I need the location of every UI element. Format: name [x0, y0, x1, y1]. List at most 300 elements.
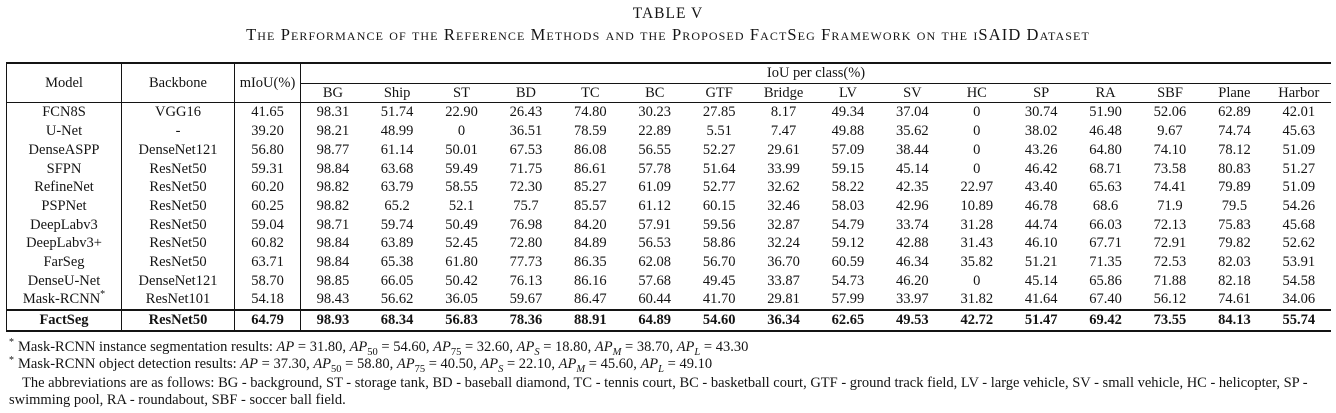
- table-row: [7, 197, 1332, 216]
- backbone-header: Backbone: [122, 63, 235, 103]
- iou-cell: 63.79: [380, 179, 414, 196]
- class-header: GTF: [687, 83, 751, 103]
- iou-cell: 65.86: [1089, 272, 1122, 289]
- iou-cell: 38.02: [1024, 123, 1058, 140]
- iou-cell: 57.68: [638, 272, 672, 289]
- backbone-cell: -: [122, 122, 235, 141]
- class-header: RA: [1073, 83, 1137, 103]
- iou-cell: 69.42: [1073, 310, 1137, 331]
- iou-cell: 75.7: [513, 197, 539, 214]
- backbone-cell: ResNet50: [122, 310, 235, 331]
- class-header: SV: [880, 83, 944, 103]
- iou-cell: 73.58: [1153, 160, 1187, 177]
- footnote-text: = 58.80,: [341, 356, 397, 373]
- iou-cell: 49.88: [831, 123, 865, 140]
- iou-cell: 61.14: [380, 141, 414, 158]
- table-row: [7, 103, 1332, 122]
- iou-cell: 51.21: [1024, 254, 1058, 271]
- iou-cell: 71.35: [1089, 254, 1122, 271]
- iou-cell: 56.62: [380, 291, 414, 308]
- footnote-text: 75: [450, 346, 462, 358]
- iou-cell: 68.71: [1089, 160, 1122, 177]
- footnote: [9, 339, 1330, 357]
- iou-cell: 59.12: [831, 235, 865, 252]
- footnote-text: = 43.30: [700, 338, 749, 355]
- model-cell: DeepLabv3+: [7, 234, 122, 253]
- iou-cell: 0: [973, 141, 981, 158]
- iou-cell: 32.62: [767, 179, 800, 196]
- iou-cell: 98.71: [316, 216, 350, 233]
- iou-cell: 62.65: [816, 310, 880, 331]
- iou-cell: 49.45: [702, 272, 736, 289]
- iou-cell: 88.91: [558, 310, 622, 331]
- footnote-text: = 32.60,: [461, 338, 517, 355]
- iou-cell: 49.34: [831, 104, 865, 121]
- footnote-text: 75: [414, 364, 426, 376]
- math-text: AP: [594, 338, 613, 355]
- iou-cell: 45.14: [1024, 272, 1058, 289]
- iou-cell: 71.9: [1157, 197, 1183, 214]
- model-header: Model: [7, 63, 122, 103]
- model-cell: FactSeg: [7, 310, 122, 331]
- backbone-cell: ResNet50: [122, 234, 235, 253]
- iou-cell: 54.73: [831, 272, 865, 289]
- table-header: [7, 63, 1332, 103]
- iou-cell: 52.1: [448, 197, 475, 214]
- iou-cell: 42.96: [896, 197, 929, 214]
- iou-cell: 52.27: [702, 141, 736, 158]
- iou-cell: 33.97: [896, 291, 929, 308]
- iou-cell: 53.91: [1282, 254, 1316, 271]
- iou-cell: 98.82: [316, 197, 350, 214]
- miou-cell: 60.82: [235, 234, 301, 253]
- iou-cell: 41.64: [1024, 291, 1058, 308]
- math-text: M: [612, 346, 622, 358]
- footnote-text: 50: [331, 364, 342, 376]
- iou-cell: 0: [973, 123, 981, 140]
- iou-cell: 74.80: [574, 104, 607, 121]
- model-cell: FCN8S: [7, 103, 122, 122]
- iou-cell: 42.72: [945, 310, 1009, 331]
- math-text: AP: [516, 338, 535, 355]
- iou-cell: 67.40: [1089, 291, 1122, 308]
- iou-cell: 68.6: [1092, 197, 1119, 214]
- iou-cell: 66.03: [1089, 216, 1122, 233]
- iou-cell: 59.56: [702, 216, 736, 233]
- miou-cell: 59.04: [235, 216, 301, 235]
- math-text: S: [498, 364, 504, 376]
- iou-cell: 46.42: [1024, 160, 1058, 177]
- iou-cell: 55.74: [1267, 310, 1331, 331]
- miou-cell: 56.80: [235, 141, 301, 160]
- class-header: TC: [558, 83, 622, 103]
- iou-cell: 71.88: [1153, 272, 1187, 289]
- math-text: S: [534, 346, 540, 358]
- iou-cell: 42.01: [1282, 104, 1316, 121]
- class-header: LV: [816, 83, 880, 103]
- class-header: Plane: [1202, 83, 1266, 103]
- iou-group-header: IoU per class(%): [301, 63, 1332, 83]
- iou-cell: 72.91: [1153, 235, 1187, 252]
- model-cell: Mask-RCNN*: [7, 290, 122, 310]
- iou-cell: 33.74: [896, 216, 929, 233]
- iou-cell: 76.13: [509, 272, 543, 289]
- iou-cell: 9.67: [1157, 123, 1183, 140]
- iou-cell: 22.90: [445, 104, 478, 121]
- miou-cell: 59.31: [235, 160, 301, 179]
- iou-cell: 44.74: [1024, 216, 1058, 233]
- footnote-text: Mask-RCNN object detection results:: [18, 356, 241, 373]
- iou-cell: 33.87: [767, 272, 800, 289]
- iou-cell: 98.84: [316, 235, 350, 252]
- iou-cell: 82.18: [1218, 272, 1251, 289]
- math-text: AP: [276, 338, 295, 355]
- iou-cell: 58.03: [831, 197, 865, 214]
- iou-cell: 72.30: [509, 179, 543, 196]
- iou-cell: 54.26: [1282, 197, 1316, 214]
- iou-cell: 79.89: [1218, 179, 1251, 196]
- footnote-text: 50: [367, 346, 378, 358]
- iou-cell: 0: [973, 272, 981, 289]
- iou-cell: 0: [973, 160, 981, 177]
- footnote-text: = 40.50,: [425, 356, 481, 373]
- group-header-row: [7, 63, 1332, 83]
- miou-header: mIoU(%): [235, 63, 301, 103]
- footnote-text: Mask-RCNN instance segmentation results:: [18, 338, 277, 355]
- iou-cell: 61.09: [638, 179, 672, 196]
- iou-cell: 34.06: [1282, 291, 1316, 308]
- iou-cell: 72.53: [1153, 254, 1187, 271]
- iou-cell: 86.08: [574, 141, 607, 158]
- table-row: [7, 141, 1332, 160]
- iou-cell: 45.63: [1282, 123, 1316, 140]
- backbone-cell: ResNet50: [122, 253, 235, 272]
- math-text: AP: [396, 356, 415, 373]
- iou-cell: 7.47: [770, 123, 797, 140]
- iou-cell: 10.89: [960, 197, 994, 214]
- iou-cell: 22.89: [638, 123, 672, 140]
- iou-cell: 46.20: [896, 272, 929, 289]
- iou-cell: 84.13: [1202, 310, 1266, 331]
- iou-cell: 54.60: [687, 310, 751, 331]
- iou-cell: 56.83: [429, 310, 493, 331]
- iou-cell: 85.57: [574, 197, 607, 214]
- footnote-text: = 49.10: [664, 356, 713, 373]
- iou-cell: 86.61: [574, 160, 607, 177]
- iou-cell: 80.83: [1218, 160, 1251, 177]
- footnote-text: = 45.60,: [585, 356, 641, 373]
- iou-cell: 72.80: [509, 235, 543, 252]
- iou-cell: 86.35: [574, 254, 607, 271]
- iou-cell: 35.62: [896, 123, 929, 140]
- iou-cell: 51.09: [1282, 141, 1316, 158]
- backbone-cell: ResNet50: [122, 160, 235, 179]
- iou-cell: 68.34: [365, 310, 429, 331]
- iou-cell: 74.61: [1218, 291, 1251, 308]
- iou-cell: 30.23: [638, 104, 672, 121]
- iou-cell: 78.59: [574, 123, 607, 140]
- iou-cell: 32.87: [767, 216, 800, 233]
- iou-cell: 98.84: [316, 254, 350, 271]
- iou-cell: 33.99: [767, 160, 800, 177]
- miou-cell: 58.70: [235, 272, 301, 291]
- footnote-text: = 18.80,: [539, 338, 595, 355]
- iou-cell: 26.43: [509, 104, 543, 121]
- footnote-marker: *: [9, 337, 14, 349]
- iou-cell: 74.74: [1218, 123, 1251, 140]
- iou-cell: 36.05: [445, 291, 478, 308]
- table-row: [7, 234, 1332, 253]
- math-text: AP: [313, 356, 332, 373]
- iou-cell: 65.2: [384, 197, 410, 214]
- footnote-text: = 31.80,: [294, 338, 350, 355]
- model-cell: DenseU-Net: [7, 272, 122, 291]
- title-block: [0, 0, 1336, 45]
- table-row: [7, 310, 1332, 331]
- miou-cell: 60.25: [235, 197, 301, 216]
- iou-cell: 22.97: [960, 179, 994, 196]
- iou-cell: 49.53: [880, 310, 944, 331]
- iou-cell: 84.89: [574, 235, 607, 252]
- iou-cell: 67.53: [509, 141, 543, 158]
- backbone-cell: DenseNet121: [122, 272, 235, 291]
- iou-cell: 59.74: [380, 216, 414, 233]
- class-header: BC: [623, 83, 687, 103]
- iou-cell: 59.15: [831, 160, 865, 177]
- iou-cell: 31.43: [960, 235, 994, 252]
- iou-cell: 31.28: [960, 216, 994, 233]
- iou-cell: 64.89: [623, 310, 687, 331]
- iou-cell: 45.14: [896, 160, 929, 177]
- iou-cell: 65.63: [1089, 179, 1122, 196]
- results-table: [6, 62, 1331, 332]
- footnote: [9, 356, 1330, 374]
- iou-cell: 62.89: [1218, 104, 1251, 121]
- iou-cell: 61.12: [638, 197, 672, 214]
- table-row: [7, 178, 1332, 197]
- math-text: L: [658, 364, 665, 376]
- miou-cell: 64.79: [235, 310, 301, 331]
- iou-cell: 67.71: [1089, 235, 1122, 252]
- model-cell: PSPNet: [7, 197, 122, 216]
- iou-cell: 98.93: [301, 310, 365, 331]
- iou-cell: 86.47: [574, 291, 607, 308]
- iou-cell: 59.67: [509, 291, 543, 308]
- iou-cell: 74.41: [1153, 179, 1187, 196]
- iou-cell: 45.68: [1282, 216, 1316, 233]
- iou-cell: 52.77: [702, 179, 736, 196]
- iou-cell: 48.99: [380, 123, 414, 140]
- iou-cell: 76.98: [509, 216, 543, 233]
- table-row: [7, 122, 1332, 141]
- iou-cell: 60.59: [831, 254, 865, 271]
- iou-cell: 84.20: [574, 216, 607, 233]
- iou-cell: 42.88: [896, 235, 929, 252]
- iou-cell: 62.08: [638, 254, 672, 271]
- iou-cell: 29.81: [767, 291, 800, 308]
- footnotes: [9, 339, 1330, 410]
- iou-cell: 38.44: [896, 141, 929, 158]
- iou-cell: 46.78: [1024, 197, 1058, 214]
- iou-cell: 51.27: [1282, 160, 1316, 177]
- backbone-cell: ResNet50: [122, 197, 235, 216]
- iou-cell: 56.53: [638, 235, 672, 252]
- iou-cell: 98.82: [316, 179, 350, 196]
- model-cell: U-Net: [7, 122, 122, 141]
- iou-cell: 57.99: [831, 291, 865, 308]
- iou-cell: 50.49: [445, 216, 478, 233]
- iou-cell: 86.16: [574, 272, 607, 289]
- iou-cell: 42.35: [896, 179, 929, 196]
- math-text: L: [694, 346, 701, 358]
- iou-cell: 98.85: [316, 272, 350, 289]
- iou-cell: 56.12: [1153, 291, 1187, 308]
- iou-cell: 56.70: [702, 254, 736, 271]
- iou-cell: 65.38: [380, 254, 414, 271]
- iou-cell: 73.55: [1138, 310, 1202, 331]
- model-footnote-marker: *: [100, 289, 106, 301]
- iou-cell: 63.89: [380, 235, 414, 252]
- iou-cell: 61.80: [445, 254, 478, 271]
- iou-cell: 59.49: [445, 160, 478, 177]
- iou-cell: 58.86: [702, 235, 736, 252]
- iou-cell: 51.90: [1089, 104, 1122, 121]
- iou-cell: 54.79: [831, 216, 865, 233]
- iou-cell: 63.68: [380, 160, 414, 177]
- math-text: AP: [558, 356, 577, 373]
- class-header: BG: [301, 83, 365, 103]
- table-caption: The Performance of the Reference Methods and the Proposed FactSeg Framework on the iSAID Dataset: [246, 25, 1090, 44]
- table-row: [7, 253, 1332, 272]
- iou-cell: 0: [973, 104, 981, 121]
- abbreviations: The abbreviations are as follows: BG - background, ST - storage tank, BD - baseball diamond, TC - tennis court, BC - basketball court, GTF - ground track field, LV - large vehicle, SV - small vehicle, HC - helicopter, SP - swimming pool, RA - roundabout, SBF - soccer ball field.: [9, 374, 1308, 409]
- iou-cell: 46.34: [896, 254, 929, 271]
- backbone-cell: ResNet50: [122, 216, 235, 235]
- class-header: HC: [945, 83, 1009, 103]
- iou-cell: 32.46: [767, 197, 800, 214]
- iou-cell: 98.43: [316, 291, 350, 308]
- table-row: [7, 160, 1332, 179]
- table-body: [7, 103, 1332, 331]
- miou-cell: 63.71: [235, 253, 301, 272]
- iou-cell: 72.13: [1153, 216, 1187, 233]
- iou-cell: 43.26: [1024, 141, 1058, 158]
- iou-cell: 51.74: [380, 104, 414, 121]
- iou-cell: 36.70: [767, 254, 800, 271]
- iou-cell: 79.5: [1221, 197, 1248, 214]
- iou-cell: 32.24: [767, 235, 800, 252]
- iou-cell: 43.40: [1024, 179, 1058, 196]
- model-cell: DeepLabv3: [7, 216, 122, 235]
- iou-cell: 77.73: [509, 254, 543, 271]
- iou-cell: 36.34: [751, 310, 815, 331]
- class-header: BD: [494, 83, 558, 103]
- iou-cell: 31.82: [960, 291, 994, 308]
- iou-cell: 35.82: [960, 254, 994, 271]
- footnote-text: = 22.10,: [503, 356, 559, 373]
- iou-cell: 51.64: [702, 160, 736, 177]
- iou-cell: 57.78: [638, 160, 672, 177]
- backbone-cell: DenseNet121: [122, 141, 235, 160]
- iou-cell: 50.42: [445, 272, 478, 289]
- iou-cell: 46.10: [1024, 235, 1058, 252]
- class-header: SBF: [1138, 83, 1202, 103]
- iou-cell: 52.45: [445, 235, 478, 252]
- iou-cell: 41.70: [702, 291, 736, 308]
- miou-cell: 41.65: [235, 103, 301, 122]
- footnote-text: = 54.60,: [377, 338, 434, 355]
- backbone-cell: ResNet50: [122, 178, 235, 197]
- iou-cell: 29.61: [767, 141, 800, 158]
- backbone-cell: ResNet101: [122, 290, 235, 310]
- table-row: [7, 290, 1332, 310]
- iou-cell: 46.48: [1089, 123, 1122, 140]
- table-row: [7, 216, 1332, 235]
- iou-cell: 58.22: [831, 179, 865, 196]
- class-header: ST: [429, 83, 493, 103]
- math-text: AP: [349, 338, 368, 355]
- math-text: AP: [433, 338, 451, 355]
- table-label: TABLE V: [632, 5, 704, 22]
- iou-cell: 82.03: [1218, 254, 1251, 271]
- footnote-list: [9, 339, 1330, 374]
- miou-cell: 39.20: [235, 122, 301, 141]
- math-text: AP: [676, 338, 695, 355]
- iou-cell: 79.82: [1218, 235, 1251, 252]
- iou-cell: 85.27: [574, 179, 607, 196]
- iou-cell: 57.91: [638, 216, 672, 233]
- iou-cell: 51.47: [1009, 310, 1073, 331]
- iou-cell: 37.04: [896, 104, 929, 121]
- math-text: AP: [480, 356, 499, 373]
- iou-cell: 5.51: [706, 123, 732, 140]
- model-cell: RefineNet: [7, 178, 122, 197]
- iou-cell: 0: [457, 123, 466, 140]
- iou-cell: 56.55: [638, 141, 672, 158]
- iou-cell: 71.75: [509, 160, 543, 177]
- iou-cell: 27.85: [702, 104, 736, 121]
- class-header: Ship: [365, 83, 429, 103]
- iou-cell: 98.77: [316, 141, 350, 158]
- miou-cell: 54.18: [235, 290, 301, 310]
- backbone-cell: VGG16: [122, 103, 235, 122]
- iou-cell: 74.10: [1153, 141, 1187, 158]
- class-header: SP: [1009, 83, 1073, 103]
- iou-cell: 64.80: [1089, 141, 1122, 158]
- miou-cell: 60.20: [235, 178, 301, 197]
- iou-cell: 50.01: [445, 141, 478, 158]
- model-cell: FarSeg: [7, 253, 122, 272]
- iou-cell: 36.51: [509, 123, 543, 140]
- iou-cell: 98.31: [316, 104, 350, 121]
- iou-cell: 8.17: [770, 104, 797, 121]
- footnote-text: = 38.70,: [621, 338, 677, 355]
- model-cell: SFPN: [7, 160, 122, 179]
- iou-cell: 98.21: [316, 123, 350, 140]
- class-header: Harbor: [1267, 83, 1331, 103]
- iou-cell: 57.09: [831, 141, 865, 158]
- class-header: Bridge: [751, 83, 815, 103]
- iou-cell: 52.62: [1282, 235, 1316, 252]
- iou-cell: 66.05: [380, 272, 414, 289]
- iou-cell: 78.12: [1218, 141, 1251, 158]
- iou-cell: 52.06: [1153, 104, 1187, 121]
- math-text: AP: [640, 356, 659, 373]
- footnote-marker: *: [9, 354, 14, 366]
- math-text: AP: [240, 356, 259, 373]
- iou-cell: 75.83: [1218, 216, 1251, 233]
- iou-cell: 51.09: [1282, 179, 1316, 196]
